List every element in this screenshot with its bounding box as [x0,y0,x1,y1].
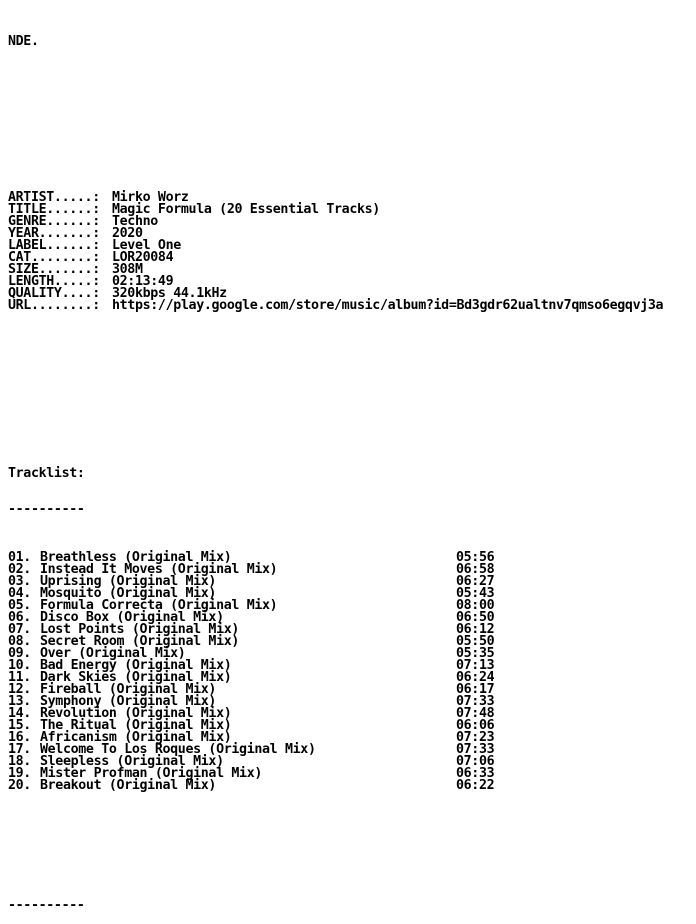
track-title: Dark Skies (Original Mix) [40,670,232,685]
release-field [8,228,663,240]
release-field-label: LENGTH.....: [8,274,100,289]
track-number: 03. [8,574,31,589]
release-field-label: ARTIST.....: [8,190,100,205]
track-row [8,744,663,756]
track-duration: 07:48 [456,706,495,721]
release-info [8,192,663,312]
release-field-value: 320kbps 44.1kHz [112,286,227,301]
track-number: 07. [8,622,31,637]
track-row [8,756,663,768]
track-row [8,720,663,732]
track-number: 08. [8,634,31,649]
track-title: Secret Room (Original Mix) [40,634,240,649]
track-row [8,768,663,780]
track-row [8,636,663,648]
release-field-label: TITLE......: [8,202,100,217]
track-duration: 06:27 [456,574,495,589]
track-number: 04. [8,586,31,601]
release-field [8,252,663,264]
track-duration: 05:43 [456,586,495,601]
release-field-value: Techno [112,214,158,229]
track-row [8,660,663,672]
track-duration: 06:22 [456,778,495,793]
track-duration: 05:35 [456,646,495,661]
release-field-label: QUALITY....: [8,286,100,301]
tracklist-heading: Tracklist: [8,466,85,481]
track-number: 12. [8,682,31,697]
release-field-value: 2020 [112,226,143,241]
track-number: 17. [8,742,31,757]
tracklist [8,552,663,792]
track-number: 05. [8,598,31,613]
release-field-label: YEAR.......: [8,226,100,241]
track-title: Sleepless (Original Mix) [40,754,224,769]
track-title: Disco Box (Original Mix) [40,610,224,625]
track-row [8,564,663,576]
track-title: Welcome To Los Roques (Original Mix) [40,742,316,757]
track-title: Fireball (Original Mix) [40,682,217,697]
release-field [8,204,663,216]
track-duration: 06:58 [456,562,495,577]
track-row [8,780,663,792]
track-row [8,648,663,660]
release-field [8,276,663,288]
track-title: Breakout (Original Mix) [40,778,217,793]
track-title: The Ritual (Original Mix) [40,718,232,733]
release-field-value: Mirko Worz [112,190,189,205]
track-title: Uprising (Original Mix) [40,574,217,589]
track-title: Africanism (Original Mix) [40,730,232,745]
track-duration: 06:33 [456,766,495,781]
track-duration: 06:06 [456,718,495,733]
track-duration: 06:17 [456,682,495,697]
release-field-value: 02:13:49 [112,274,174,289]
track-row [8,708,663,720]
track-row [8,576,663,588]
release-field-label: URL........: [8,298,100,313]
track-row [8,732,663,744]
track-title: Bad Energy (Original Mix) [40,658,232,673]
track-number: 20. [8,778,31,793]
track-number: 06. [8,610,31,625]
track-title: Over (Original Mix) [40,646,186,661]
track-duration: 07:33 [456,694,495,709]
track-row [8,684,663,696]
track-title: Mister Profman (Original Mix) [40,766,263,781]
release-field [8,216,663,228]
track-number: 09. [8,646,31,661]
release-field [8,300,663,312]
track-title: Revolution (Original Mix) [40,706,232,721]
release-field-label: SIZE.......: [8,262,100,277]
track-row [8,624,663,636]
track-number: 19. [8,766,31,781]
track-title: Symphony (Original Mix) [40,694,217,709]
track-duration: 06:12 [456,622,495,637]
track-duration: 06:24 [456,670,495,685]
track-number: 13. [8,694,31,709]
track-title: Formula Correcta (Original Mix) [40,598,278,613]
track-row [8,552,663,564]
track-number: 16. [8,730,31,745]
release-field-value: https://play.google.com/store/music/album?id=Bd3gdr62ualtnv7qmso6egqvj3a [112,298,664,313]
track-duration: 07:33 [456,742,495,757]
track-number: 18. [8,754,31,769]
release-field [8,240,663,252]
track-row [8,672,663,684]
track-title: Lost Points (Original Mix) [40,622,240,637]
track-duration: 05:50 [456,634,495,649]
track-title: Mosquito (Original Mix) [40,586,217,601]
track-title: Breathless (Original Mix) [40,550,232,565]
release-field-label: LABEL......: [8,238,100,253]
track-title: Instead It Moves (Original Mix) [40,562,278,577]
release-field [8,264,663,276]
track-number: 01. [8,550,31,565]
track-number: 11. [8,670,31,685]
track-duration: 07:13 [456,658,495,673]
nfo-text [8,12,663,924]
track-duration: 06:50 [456,610,495,625]
footer-divider: ---------- [8,898,85,913]
release-field-value: Magic Formula (20 Essential Tracks) [112,202,380,217]
track-number: 10. [8,658,31,673]
track-duration: 08:00 [456,598,495,613]
track-row [8,588,663,600]
release-field-value: Level One [112,238,181,253]
track-row [8,696,663,708]
track-duration: 07:06 [456,754,495,769]
group-tag: NDE. [8,34,39,49]
tracklist-underline: ---------- [8,502,85,517]
release-field-label: CAT........: [8,250,100,265]
track-number: 14. [8,706,31,721]
track-number: 02. [8,562,31,577]
track-row [8,612,663,624]
track-duration: 07:23 [456,730,495,745]
release-field-value: LOR20084 [112,250,174,265]
track-row [8,600,663,612]
release-field-label: GENRE......: [8,214,100,229]
release-field-value: 308M [112,262,143,277]
track-duration: 05:56 [456,550,495,565]
track-number: 15. [8,718,31,733]
